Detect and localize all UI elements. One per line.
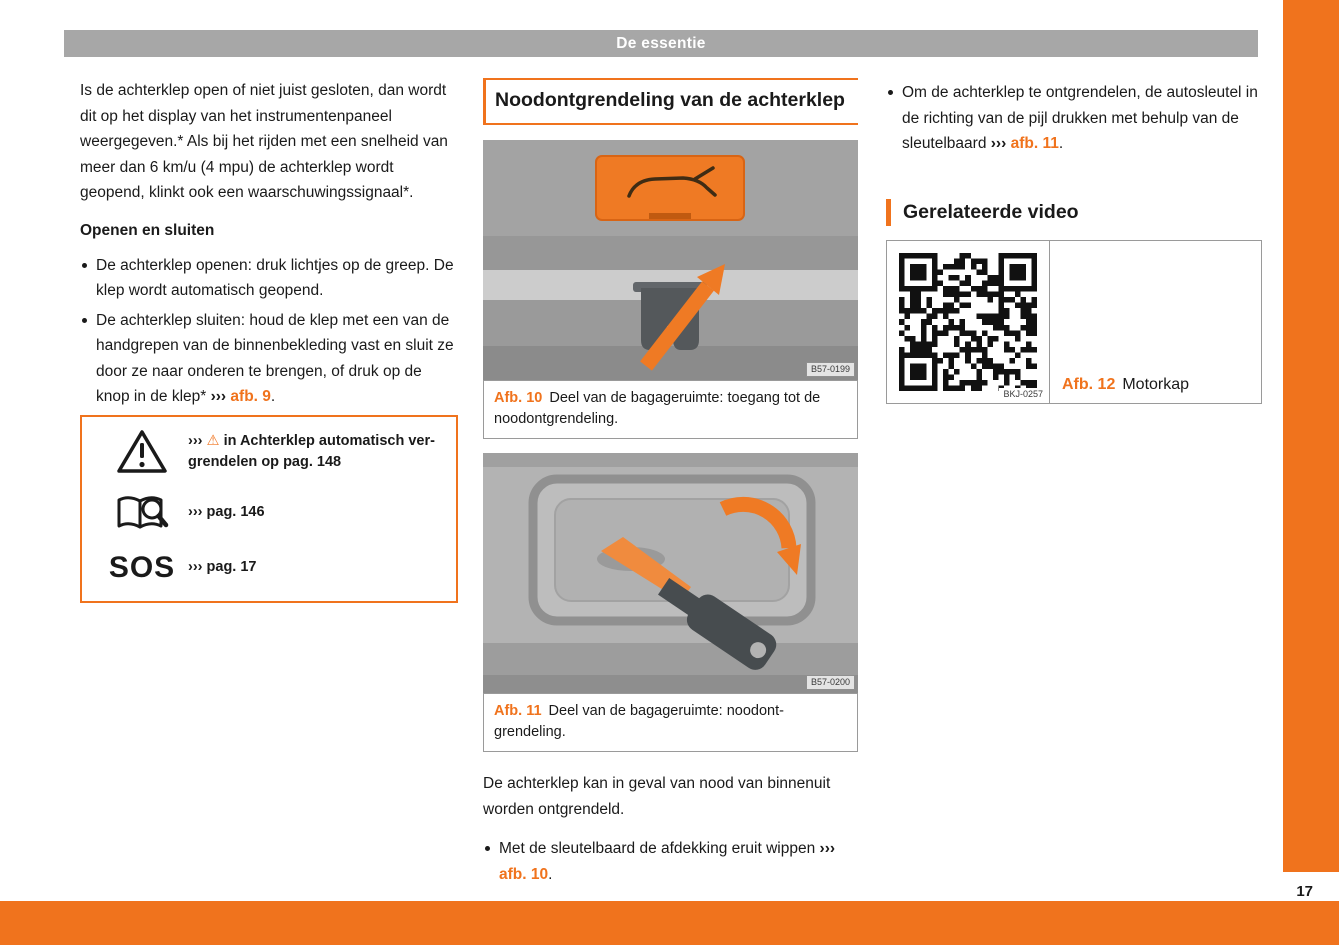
ref-sos-text: ››› pag. 17 (188, 559, 257, 575)
related-video-box (886, 240, 1262, 404)
bullet-dot (485, 846, 490, 851)
figure-10-illustration (483, 140, 858, 380)
related-video-heading: Gerelateerde video (886, 199, 1262, 226)
figure-12-caption (1050, 241, 1261, 403)
bullet-dot (82, 263, 87, 268)
page-edge-band-bottom (0, 901, 1339, 945)
chevron-ref: ››› (188, 432, 203, 449)
chapter-header-bar (64, 30, 1258, 57)
key-release-illustration (483, 453, 858, 693)
chevron-ref: ››› (210, 388, 227, 405)
bullet-unlock-with-key (886, 80, 1262, 157)
chevron-ref: ››› (990, 135, 1007, 152)
booklet-search-icon (96, 493, 188, 533)
bullet-dot (82, 318, 87, 323)
figure-10-code: B57-0199 (806, 362, 855, 377)
intro-paragraph: Is de achterklep open of niet juist gesloten, dan wordt dit op het display van het instrumentenpaneel weergegeven.* Als bij het rijden met een snelheid van meer dan 6 km/u (4 mpu) de achterklep wordt geopend, klinkt ook een waarschuwingssignaal*. (80, 82, 448, 201)
ref-link-afb-10[interactable]: afb. 10 (499, 865, 549, 883)
ref-warning-text: ››› ⚠ in Achterklep automatisch vergrendelen op pag. 148 (188, 432, 435, 470)
small-warning-icon: ⚠ (206, 432, 220, 449)
bullet-pry-cover (483, 836, 858, 887)
figure-11-label: Afb. 11 (494, 703, 542, 719)
figure-11-code: B57-0200 (806, 675, 855, 690)
ref-row-booklet (96, 493, 442, 533)
right-column (886, 78, 1262, 404)
figure-11 (483, 453, 858, 752)
cross-reference-box (80, 415, 458, 603)
figure-10-caption: Afb. 10 Deel van de bagageruimte: toegang tot de noodontgrendeling. (483, 380, 858, 439)
qr-code (899, 253, 1037, 391)
figure-12-title: Motorkap (1122, 375, 1190, 393)
chevron-ref: ››› (819, 840, 836, 857)
warning-triangle-icon (96, 429, 188, 475)
figure-10 (483, 140, 858, 439)
section-heading-open-close: Openen en sluiten (80, 221, 215, 239)
page-number: 17 (1296, 883, 1313, 900)
section-title-emergency-release: Noodontgrendeling van de achterklep (483, 78, 858, 125)
bullet-pry-text: Met de sleutelbaard de afdekking eruit wippen ››› afb. 10. (499, 840, 836, 883)
figure-11-caption: Afb. 11 Deel van de bagageruimte: noodontgrendeling. (483, 693, 858, 752)
middle-column (483, 78, 858, 887)
emergency-paragraph: De achterklep kan in geval van nood van binnenuit worden ontgrendeld. (483, 775, 831, 818)
bullet-close-text: De achterklep sluiten: houd de klep met een van de handgrepen van de binnenbekleding vast en sluit ze door ze naar onderen te brengen, of druk op de knop in de klep* ››› afb. 9. (96, 311, 454, 405)
left-column (80, 78, 458, 603)
chevron-ref: ››› (188, 559, 203, 575)
bullet-open-text: De achterklep openen: druk lichtjes op de greep. De klep wordt automatisch geopend. (96, 256, 454, 299)
tailgate-handle-illustration (483, 140, 858, 380)
ref-link-afb-11[interactable]: afb. 11 (1010, 135, 1059, 152)
qr-pane (887, 241, 1050, 403)
bullet-dot (888, 90, 893, 95)
chapter-title: De essentie (616, 34, 706, 52)
figure-12-label: Afb. 12 (1062, 375, 1116, 393)
figure-10-label: Afb. 10 (494, 390, 543, 406)
page-edge-band-right (1283, 0, 1339, 872)
bullet-close-tailgate (80, 308, 458, 410)
figure-11-illustration (483, 453, 858, 693)
ref-link-afb-9[interactable]: afb. 9 (230, 388, 271, 405)
bullet-unlock-text: Om de achterklep te ontgrendelen, de autosleutel in de richting van de pijl drukken met behulp van de sleutelbaard ››› afb. 11. (902, 84, 1258, 152)
ref-booklet-text: ››› pag. 146 (188, 504, 265, 520)
ref-row-warning (96, 429, 442, 475)
ref-row-sos (96, 551, 442, 585)
bullet-open-tailgate (80, 253, 458, 304)
sos-icon: SOS (108, 550, 176, 584)
figure-12-code: BKJ-0257 (999, 388, 1047, 401)
chevron-ref: ››› (188, 504, 203, 520)
